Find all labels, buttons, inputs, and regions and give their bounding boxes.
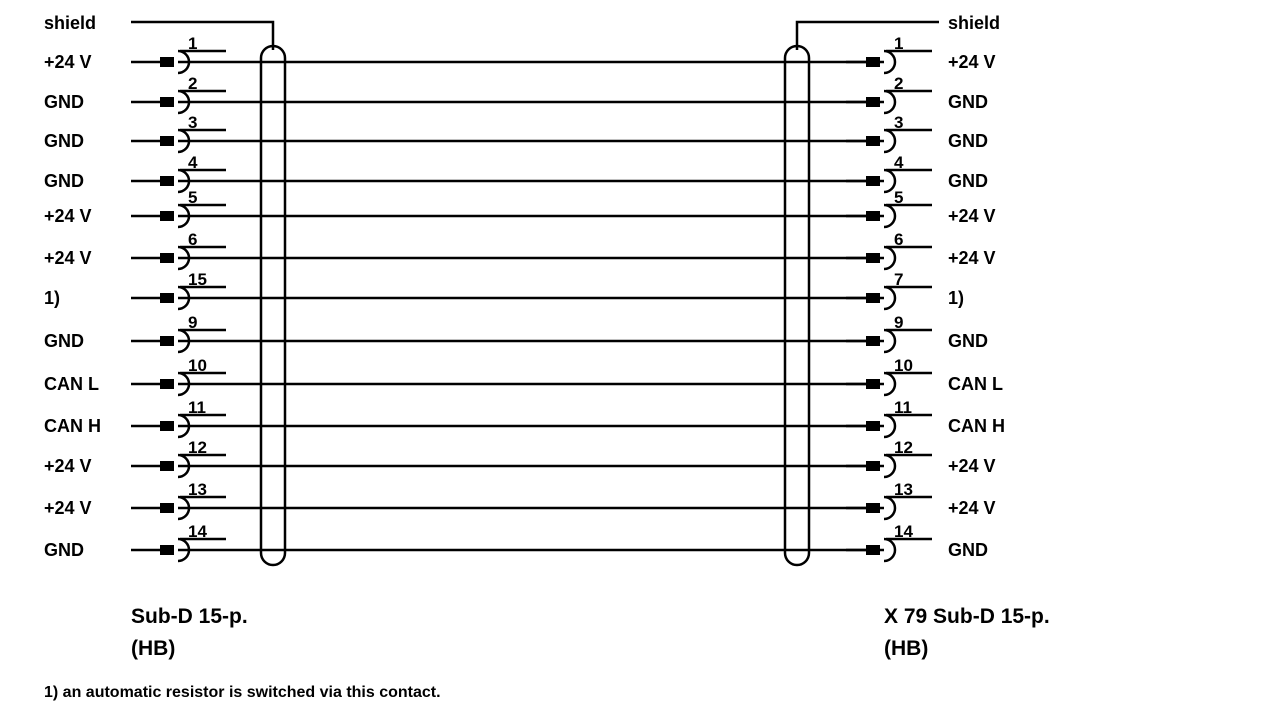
- right-pin-contact: [866, 336, 880, 346]
- conductor-wire: [178, 373, 932, 384]
- pin-number-left: 4: [188, 153, 198, 172]
- signal-label-left: +24 V: [44, 52, 92, 72]
- pin-number-left: 3: [188, 113, 198, 132]
- pin-number-left: 13: [188, 480, 207, 499]
- signal-label-left: GND: [44, 92, 84, 112]
- shield-label-right: shield: [948, 13, 1001, 33]
- conductor-wire: [178, 91, 932, 102]
- signal-label-left: GND: [44, 540, 84, 560]
- right-pin-contact: [866, 545, 880, 555]
- pin-number-left: 1: [188, 34, 198, 53]
- right-pin-contact: [866, 97, 880, 107]
- right-pin-contact: [866, 57, 880, 67]
- pin-number-right: 11: [894, 398, 912, 417]
- right-pin-contact: [866, 293, 880, 303]
- pin-number-right: 3: [894, 113, 904, 132]
- right-socket-contact: [884, 539, 895, 561]
- right-pin-contact: [866, 176, 880, 186]
- pin-number-left: 12: [188, 438, 207, 457]
- right-socket-contact: [884, 51, 895, 73]
- left-pin-contact: [160, 97, 174, 107]
- left-pin-contact: [160, 136, 174, 146]
- pin-number-right: 13: [894, 480, 913, 499]
- cable-jacket-left: [261, 46, 285, 565]
- right-socket-contact: [884, 497, 895, 519]
- left-pin-contact: [160, 379, 174, 389]
- conductor-wire: [178, 205, 932, 216]
- left-pin-contact: [160, 461, 174, 471]
- pin-number-right: 4: [894, 153, 904, 172]
- right-pin-contact: [866, 253, 880, 263]
- pin-number-right: 2: [894, 74, 904, 93]
- cable-jacket-right: [785, 46, 809, 565]
- pin-number-right: 14: [894, 522, 913, 541]
- signal-label-right: 1): [948, 288, 965, 308]
- signal-label-right: +24 V: [948, 456, 996, 476]
- pin-number-right: 10: [894, 356, 913, 375]
- left-pin-contact: [160, 253, 174, 263]
- conductor-wire: [178, 497, 932, 508]
- left-pin-contact: [160, 211, 174, 221]
- signal-label-right: GND: [948, 171, 988, 191]
- right-socket-contact: [884, 130, 895, 152]
- left-pin-contact: [160, 503, 174, 513]
- pin-number-right: 6: [894, 230, 904, 249]
- signal-label-right: +24 V: [948, 206, 996, 226]
- conductor-wire: [178, 330, 932, 341]
- pin-number-left: 10: [188, 356, 207, 375]
- pin-number-right: 7: [894, 270, 904, 289]
- conductor-wire: [178, 51, 932, 62]
- right-socket-contact: [884, 247, 895, 269]
- conductor-wire: [178, 539, 932, 550]
- signal-label-left: +24 V: [44, 498, 92, 518]
- pin-number-left: 15: [188, 270, 207, 289]
- signal-label-right: GND: [948, 540, 988, 560]
- pin-number-left: 14: [188, 522, 207, 541]
- right-socket-contact: [884, 205, 895, 227]
- signal-label-right: +24 V: [948, 498, 996, 518]
- left-pin-contact: [160, 545, 174, 555]
- conductor-wire: [178, 247, 932, 258]
- right-pin-contact: [866, 211, 880, 221]
- right-socket-contact: [884, 91, 895, 113]
- signal-label-right: +24 V: [948, 248, 996, 268]
- signal-label-right: +24 V: [948, 52, 996, 72]
- signal-label-right: CAN H: [948, 416, 1005, 436]
- left-pin-contact: [160, 57, 174, 67]
- pin-number-right: 9: [894, 313, 904, 332]
- pin-number-left: 5: [188, 188, 198, 207]
- right-socket-contact: [884, 287, 895, 309]
- conductor-wire: [178, 130, 932, 141]
- right-socket-contact: [884, 373, 895, 395]
- conductor-wire: [178, 455, 932, 466]
- signal-label-right: CAN L: [948, 374, 1003, 394]
- signal-label-left: +24 V: [44, 248, 92, 268]
- left-pin-contact: [160, 336, 174, 346]
- pin-number-right: 1: [894, 34, 904, 53]
- right-socket-contact: [884, 455, 895, 477]
- signal-label-right: GND: [948, 331, 988, 351]
- signal-label-left: CAN L: [44, 374, 99, 394]
- pin-number-left: 11: [188, 398, 206, 417]
- conductor-wire: [178, 170, 932, 181]
- shield-label-left: shield: [44, 13, 97, 33]
- right-pin-contact: [866, 136, 880, 146]
- footnote-text: 1) an automatic resistor is switched via this contact.: [44, 684, 441, 701]
- left-connector-caption-line1: Sub-D 15-p.: [131, 605, 248, 628]
- right-pin-contact: [866, 461, 880, 471]
- pin-number-left: 2: [188, 74, 198, 93]
- right-pin-contact: [866, 379, 880, 389]
- signal-label-right: GND: [948, 131, 988, 151]
- right-pin-contact: [866, 421, 880, 431]
- right-connector-caption-line1: X 79 Sub-D 15-p.: [884, 605, 1050, 628]
- shield-conductor-left: [131, 22, 273, 53]
- left-pin-contact: [160, 293, 174, 303]
- right-socket-contact: [884, 330, 895, 352]
- left-pin-contact: [160, 421, 174, 431]
- signal-label-left: CAN H: [44, 416, 101, 436]
- signal-label-left: GND: [44, 331, 84, 351]
- pin-number-left: 9: [188, 313, 198, 332]
- right-pin-contact: [866, 503, 880, 513]
- pin-number-right: 5: [894, 188, 904, 207]
- signal-label-left: +24 V: [44, 456, 92, 476]
- conductor-wire: [178, 415, 932, 426]
- signal-label-right: GND: [948, 92, 988, 112]
- signal-label-left: 1): [44, 288, 61, 308]
- shield-conductor-right: [797, 22, 939, 53]
- left-connector-caption-line2: (HB): [131, 637, 176, 660]
- right-connector-caption-line2: (HB): [884, 637, 929, 660]
- wire-rows: [131, 51, 932, 561]
- signal-label-left: GND: [44, 131, 84, 151]
- pin-number-right: 12: [894, 438, 913, 457]
- right-socket-contact: [884, 415, 895, 437]
- conductor-wire: [178, 287, 932, 298]
- pin-number-left: 6: [188, 230, 198, 249]
- signal-label-left: +24 V: [44, 206, 92, 226]
- signal-label-left: GND: [44, 171, 84, 191]
- left-pin-contact: [160, 176, 174, 186]
